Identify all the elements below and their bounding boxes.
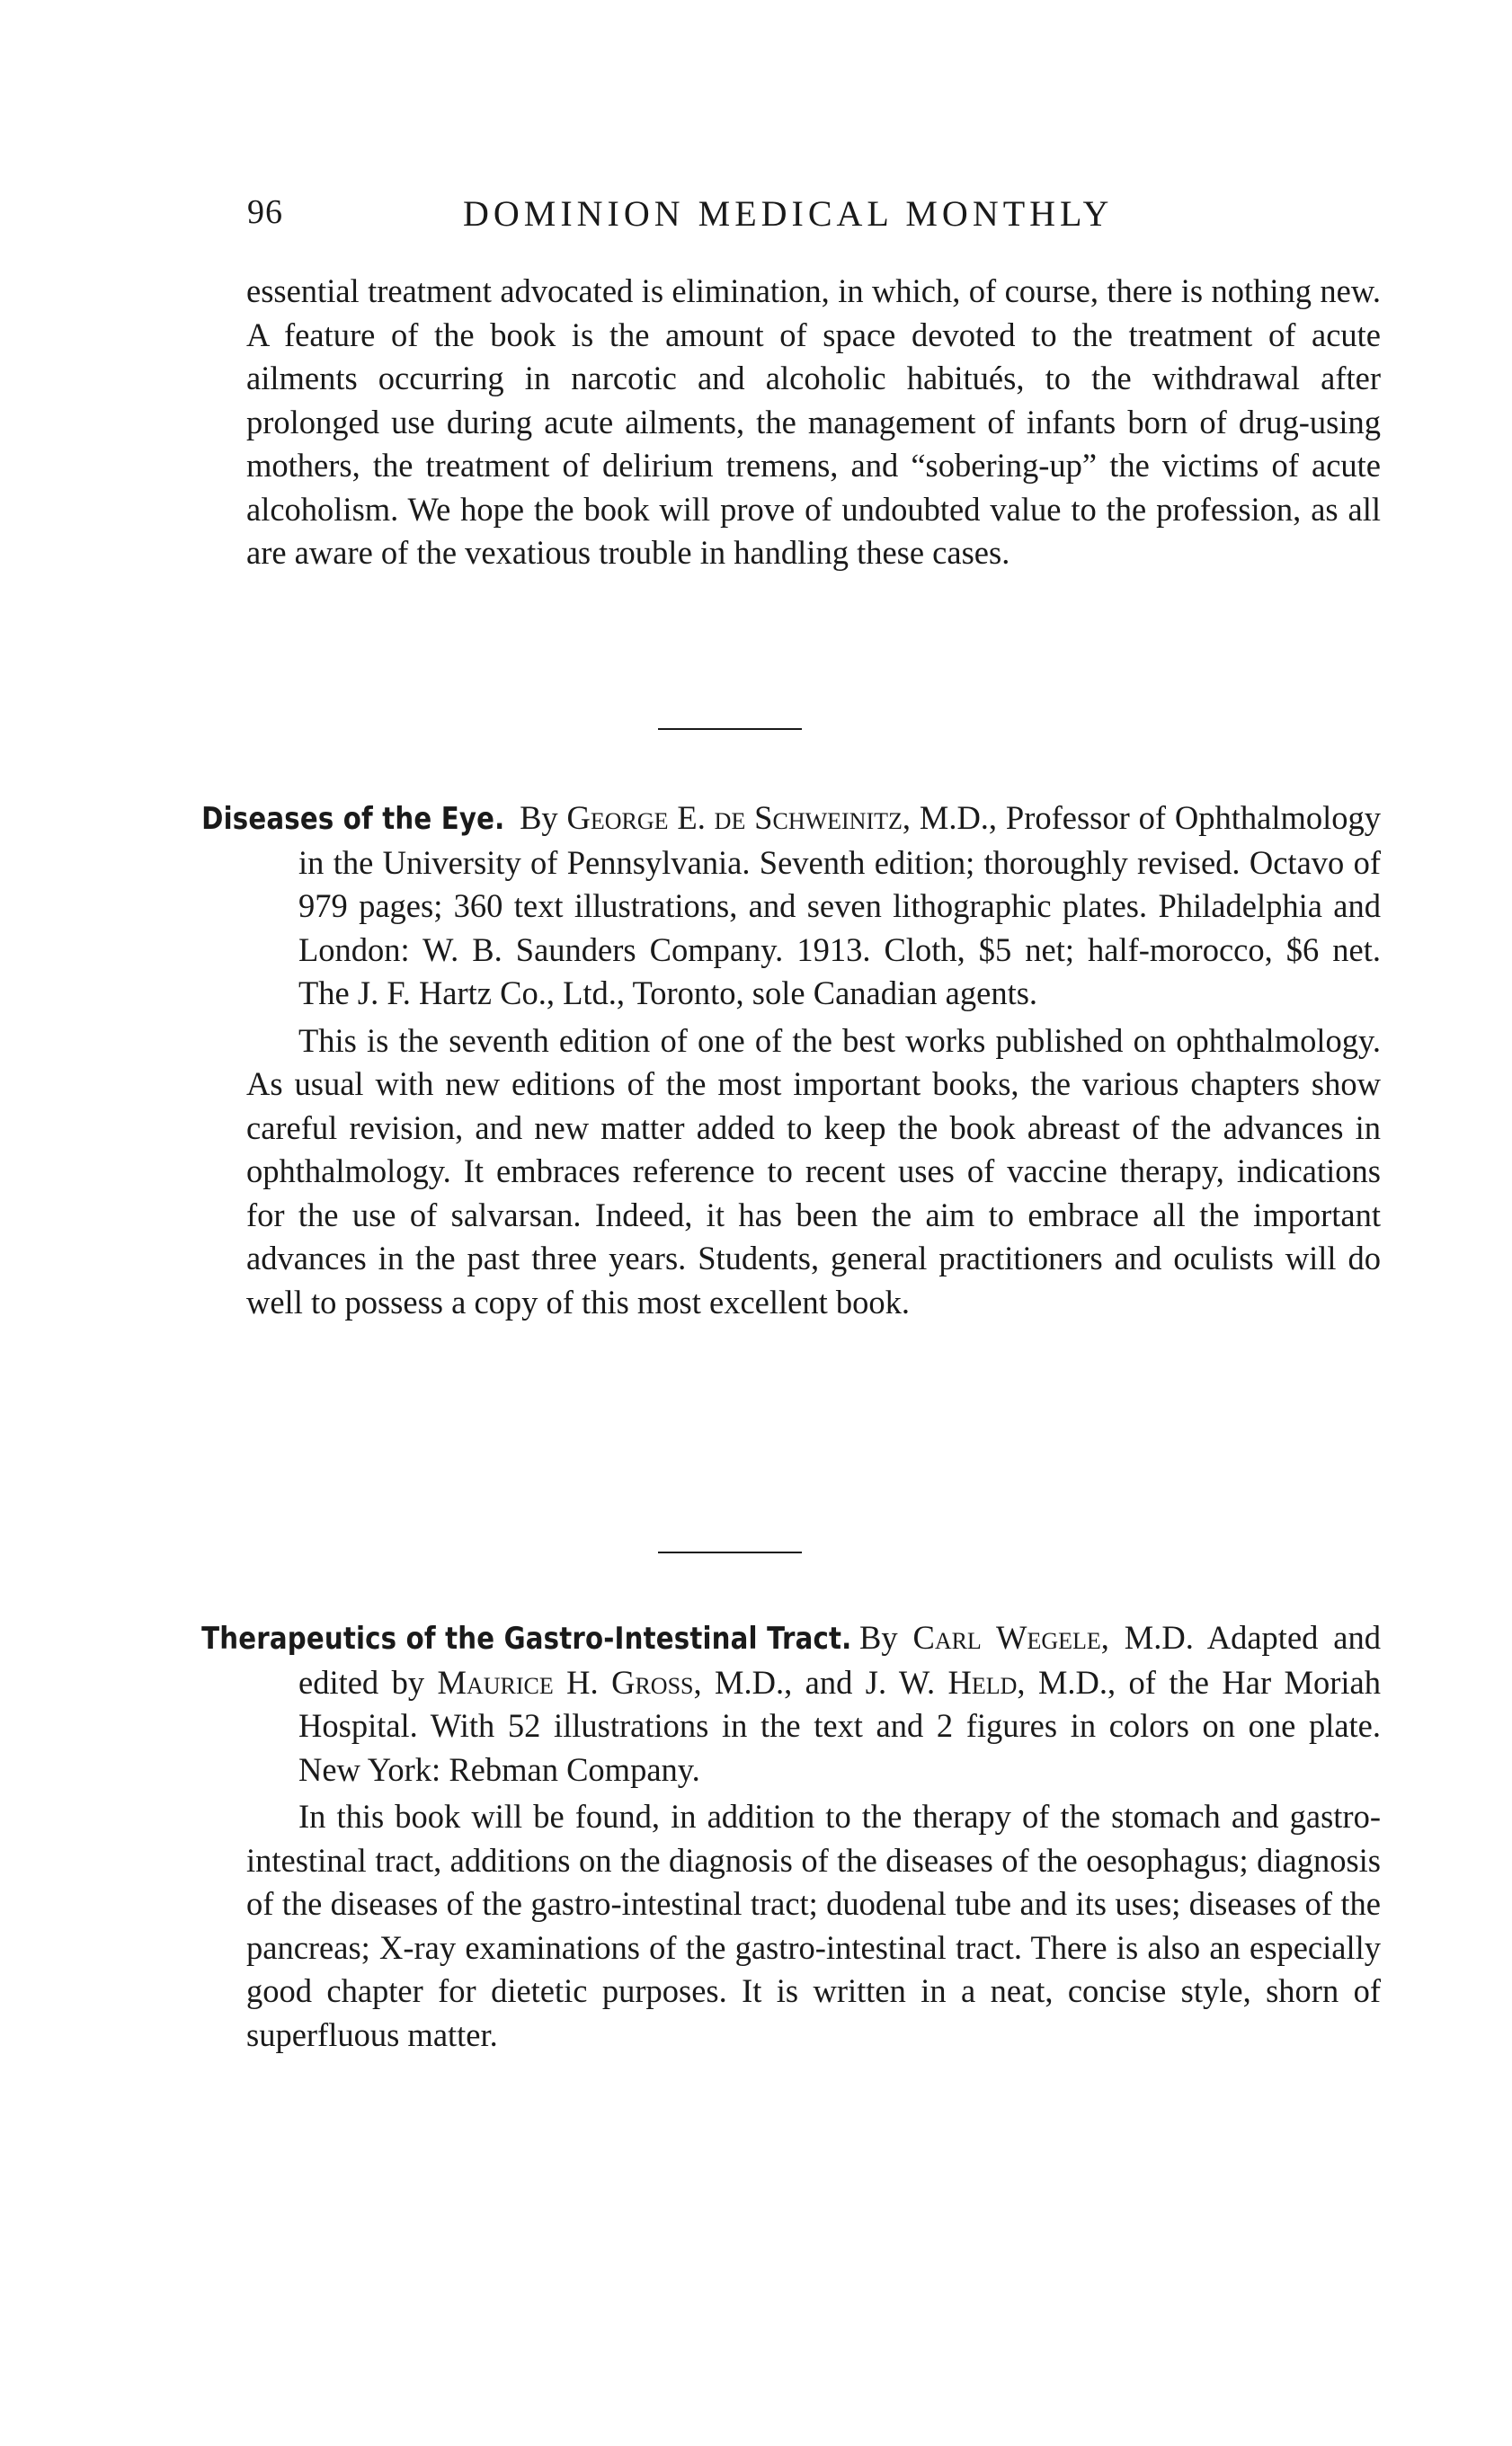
- review-body: In this book will be found, in addition to the therapy of the stomach and gastro-intestinal tract, additions on the diagnosis of the diseases of the oesophagus; diagnosis of the diseases of the gastro-intestinal tract; duodenal tube and its uses; diseases of the pancreas; X-ray examinations of the gastro-intestinal tract. There is also an especially good chapter for dietetic purposes. It is written in a neat, concise style, shorn of superfluous matter.: [246, 1798, 1381, 2053]
- author-name: George E. de Schweinitz: [566, 799, 903, 836]
- citation-details: , M.D., and J. W.: [693, 1663, 948, 1701]
- citation-details: , M.D., Professor of Ophthalmology in the University of Pennsylvania. Seventh edition; thoroughly revised. Octavo of 979 pages; 360 text illustrations, and seven lithographic plates. Philadelphia and London: W. B. Saunders Company. 1913. Cloth, $5 net; half-morocco, $6 net. The J. F. Hartz Co., Ltd., Toronto, sole Canadian agents.: [298, 799, 1382, 1011]
- journal-title: DOMINION MEDICAL MONTHLY: [463, 193, 1114, 234]
- citation-details: , M.D., of the Har Moriah Hospital. With 52 illustrations in the text and 2 figures in colors on one plate. New York: Rebman Company.: [298, 1663, 1381, 1788]
- review-citation: [201, 796, 1382, 1016]
- continuation-paragraph: essential treatment advocated is elimination, in which, of course, there is nothing new. A feature of the book is the amount of space devoted to the treatment of acute ailments occurring in narcotic and alcoholic habitués, to the withdrawal after prolonged use during acute ailments, the management of infants born of drug-using mothers, the treatment of delirium tremens, and “sobering-up” the victims of acute alcoholism. We hope the book will prove of undoubted value to the profession, as all are aware of the vexatious trouble in handling these cases.: [246, 272, 1381, 571]
- book-title: Diseases of the Eye.: [201, 801, 505, 837]
- citation-details: , M.D. Adapted and edited by: [298, 1619, 1381, 1701]
- author-name: Carl Wegele: [912, 1619, 1101, 1656]
- editor-name: Held: [947, 1663, 1018, 1701]
- section-divider: [658, 728, 802, 730]
- section-divider: [658, 1552, 802, 1553]
- book-review-eye: [201, 796, 1382, 1324]
- editor-name: Maurice H. Gross: [437, 1663, 694, 1701]
- by-label: By: [858, 1619, 898, 1656]
- by-label: By: [520, 799, 558, 836]
- page-number: 96: [247, 193, 283, 231]
- book-title: Therapeutics of the Gastro-Intestinal Tract.: [201, 1621, 852, 1657]
- review-body: This is the seventh edition of one of the best works published on ophthalmology. As usual with new editions of the most important books, the various chapters show careful revision, and new matter added to keep the book abreast of the advances in ophthalmology. It embraces reference to recent uses of vaccine therapy, indications for the use of salvarsan. Indeed, it has been the aim to embrace all the important advances in the past three years. Students, general practitioners and oculists will do well to possess a copy of this most excellent book.: [246, 1021, 1381, 1321]
- running-head: [247, 192, 1380, 246]
- review-citation: [201, 1616, 1381, 1792]
- book-review-gastro: [201, 1616, 1381, 2057]
